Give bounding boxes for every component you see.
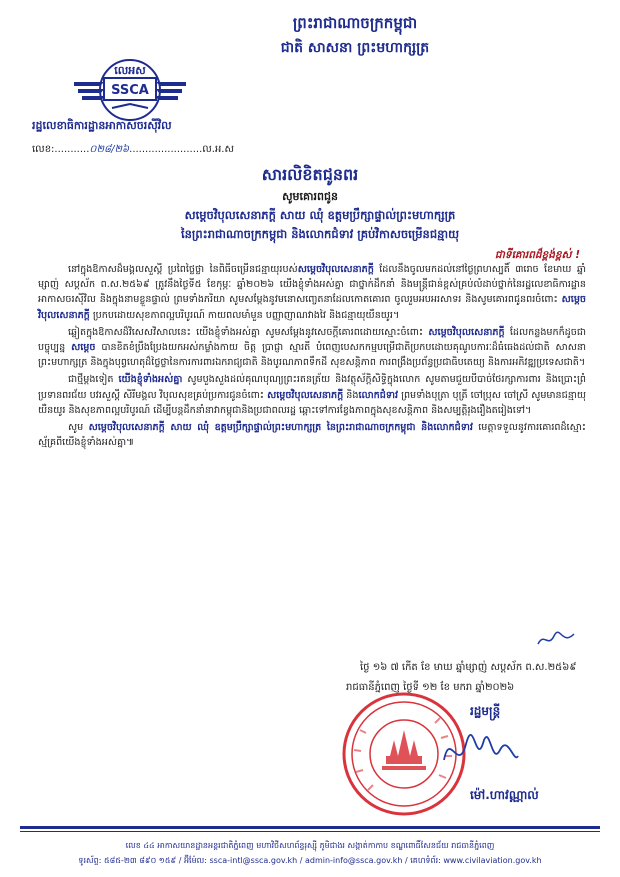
p1-text-a: នៅក្នុងឱកាសដ៏មង្គលសួស្តី ប្រពៃថ្លៃថ្លា នៃពិធីចម្រើនជន្មាយុរបស់: [68, 264, 298, 275]
logo-khmer-text: លេអស: [114, 64, 146, 77]
p2-text-c: ដែលកន្លងមកក៏ដូចជាបច្ចុប្បន្ន: [38, 326, 586, 354]
salutation: ជាទីគោរពដ៏ខ្ពង់ខ្ពស់ !: [494, 249, 580, 261]
department-name: រដ្ឋលេខាធិការដ្ឋានអាកាសចរស៊ីវិល: [32, 119, 172, 132]
p4-bold-b: សម្តេចវិបុលសេនាភក្តី សាយ ឈុំ ឧត្តមប្រឹក្សាផ្ទាល់ព្រះមហាក្សត្រ នៃព្រះរាជាណាចក្រកម្ពុជា និងលោកជំទាវ: [88, 422, 473, 434]
recipient-label: សូមគោរពជូន: [282, 190, 338, 203]
handwritten-initials: [536, 628, 576, 650]
reference-prefix: លេខ:: [32, 144, 55, 155]
p2-text-a: ឆ្លៀតក្នុងឱកាសដ៏វិសេសវិសាលនេះ យើងខ្ញុំទាំងអស់គ្នា សូមសម្តែងនូវសេចក្តីគោរពដោយស្មោះចំពោះ: [68, 326, 429, 338]
paragraph-1: [38, 262, 586, 323]
logo-english-text: SSCA: [111, 83, 149, 98]
p3-bold-f: លោកជំទាវ: [358, 389, 399, 401]
kingdom-heading: ព្រះរាជាណាចក្រកម្ពុជា: [292, 14, 418, 32]
p2-bold-b: សម្តេចវិបុលសេនាភក្តី: [428, 326, 505, 338]
p2-bold-d: សម្តេច: [71, 342, 96, 354]
p4-text-a: សូម: [68, 422, 89, 434]
lunar-date: ថ្ងៃ ១៦ ៧ កើត ខែ មាឃ ឆ្នាំម្សាញ់ សប្តស័ក ព.ស.២៥៦៩: [360, 662, 577, 673]
p1-text-c: ដែលនឹងចូលមកដល់នៅថ្ងៃព្រហស្បតិ៍ ៣រោច ខែមាឃ ឆ្នាំម្សាញ់ សប្តស័ក ព.ស.២៥៦៩ ត្រូវនឹងថ្ងៃទី៥ ខែកុម្ភៈ ឆ្នាំ២០២៦ យើងខ្ញុំទាំងអស់គ្នា ជាថ្នាក់ដឹកនាំ និងមន្រ្តីជាន់ខ្ពស់គ្រប់លំដាប់ថ្នាក់នៃរដ្ឋលេខាធិការដ្ឋានអាកាសចរស៊ីវិល និងក្នុងនាមខ្លួនផ្ទាល់ ព្រមទាំងភរិយា សូមសម្តែងនូវមនោសញ្ចេតនាដែលកោតគោរព ចូលរួមអបអរសាទរ និងសូមគោរពជូនពរចំពោះ: [38, 264, 586, 306]
p3-text-g: ព្រមទាំងបុត្រា បុត្រី ចៅប្រុស ចៅស្រី សូមមានជន្មាយុ យឺនយូរ និងសុខភាពល្អបរិបូរណ៍ ដើម្បីបន្តដឹកនាំនាវាកម្ពុជានិងប្រជាពលរដ្ឋ ឆ្ពោះទៅការខ្វែងភាពក្នុងសុខសន្តិភាព និងសម្បត្តិរុងរឿងតរៀងទៅ។: [38, 389, 587, 416]
letter-body: [38, 262, 586, 452]
reference-code: .ល.អ.ស: [199, 144, 235, 155]
p3-text-c: សូមបួងសួងដល់គុណបុណ្យព្រះរតនត្រ័យ និងវត្ថុស័ក្តិសិទ្ធិក្នុងលោក សូមតាមជួយបីបាច់ថែរក្សាការពារ និងប្រោះព្រំប្រទានពរជ័យ បវរសួស្តី សិរីមង្គល វិបុលសុខគ្រប់ប្រការជូនចំពោះ: [38, 374, 586, 401]
footer-address: លេខ ៤៤ អាកាសយានដ្ឋានអន្តរជាតិភ្នំពេញ មហាវិថីសហព័ន្ធរុស្ស៊ី ភូមិជាងរ សង្កាត់កាកាប ខណ្ឌពោធិ៍សែនជ័យ រាជធានីភ្នំពេញ: [125, 841, 495, 850]
paragraph-3: [38, 372, 586, 418]
signatory-name: ម៉ៅ.ហាវណ្ណាល់: [470, 788, 539, 802]
p1-text-e: ប្រកបដោយសុខភាពល្អបរិបូរណ៍ កាយពលមាំមួន បញ្ញាញាណវាងវៃ និងជន្មាយុយឺនយូរ។: [89, 309, 400, 321]
p2-text-e: បានខិតខំប្រឹងប្រែងយកអស់កម្លាំងកាយ ចិត្ត ប្រាជ្ញា ស្មារតី បំពេញបេសកកម្មបម្រើជាតិប្រកបដោយគុណូបការៈដ៏ធំធេងដល់ជាតិ សាសនា ព្រះមហាក្សត្រ និងក្នុងបុព្វហេតុដ៏ថ្លៃថ្លានៃការការពារឯករាជ្យជាតិ និងបូរណភាពទឹកដី សុខសន្តិភាព ការពង្រឹងប្រព័ន្ធប្រជាធិបតេយ្យ និងការអភិវឌ្ឍប្រទេសជាតិ។: [38, 342, 586, 369]
recipient-line-2: នៃព្រះរាជាណាចក្រកម្ពុជា និងលោកជំទាវ គ្រប់វិកាសចម្រើនជន្មាយុ: [180, 227, 460, 241]
recipient-line-1: សម្តេចវិបុលសេនាភក្តី សាយ ឈុំ ឧត្តមប្រឹក្សាផ្ទាល់ព្រះមហាក្សត្រ: [184, 208, 456, 222]
paragraph-2: [38, 325, 586, 371]
p3-bold-b: យើងខ្ញុំទាំងអស់គ្នា: [118, 374, 183, 386]
reference-number: លេខ:...........០២៨/២៦.......................ល.អ.ស: [32, 144, 235, 155]
p1-bold-b: សម្តេចវិបុលសេនាភក្តី: [297, 264, 374, 275]
paragraph-4: [38, 420, 586, 450]
reference-dots: ......................: [129, 144, 200, 155]
p3-text-e: និង: [343, 389, 359, 401]
solar-date: រាជធានីភ្នំពេញ ថ្ងៃទី ១២ ខែ មករា ឆ្នាំ២០២៦: [346, 682, 515, 693]
document-title: សារលិខិតជូនពរ: [261, 165, 359, 184]
signatory-title: រដ្ឋមន្ត្រី: [470, 704, 501, 718]
footer-rule-thin: [20, 831, 600, 832]
reference-handwritten: ០២៨/២៦: [89, 144, 130, 155]
p3-text-a: ជាថ្មីម្តងទៀត: [68, 374, 119, 386]
signature: [440, 720, 520, 780]
p3-bold-d: សម្តេចវិបុលសេនាភក្តី: [267, 389, 344, 401]
footer-contact: ទូរស័ព្ទ: ៥៨៥-២៣ ៨៩០ ១៥៩ / អ៊ីម៉ែល: ssca-intl@ssca.gov.kh / admin-info@ssca.gov.kh / គេហទំព័រ: www.civilaviation.gov.kh: [78, 856, 542, 865]
national-motto: ជាតិ សាសនា ព្រះមហាក្សត្រ: [280, 40, 430, 56]
ssca-logo: [70, 52, 190, 122]
footer-rule: [20, 826, 600, 829]
p1-bold-d: សម្តេចវិបុលសេនាភក្តី: [38, 294, 586, 321]
p4-text-c: មេត្តាទទួលនូវការគោរពដ៏ស្មោះស្ម័គ្រពីយើងខ្ញុំទាំងអស់គ្នា៕: [38, 422, 587, 449]
